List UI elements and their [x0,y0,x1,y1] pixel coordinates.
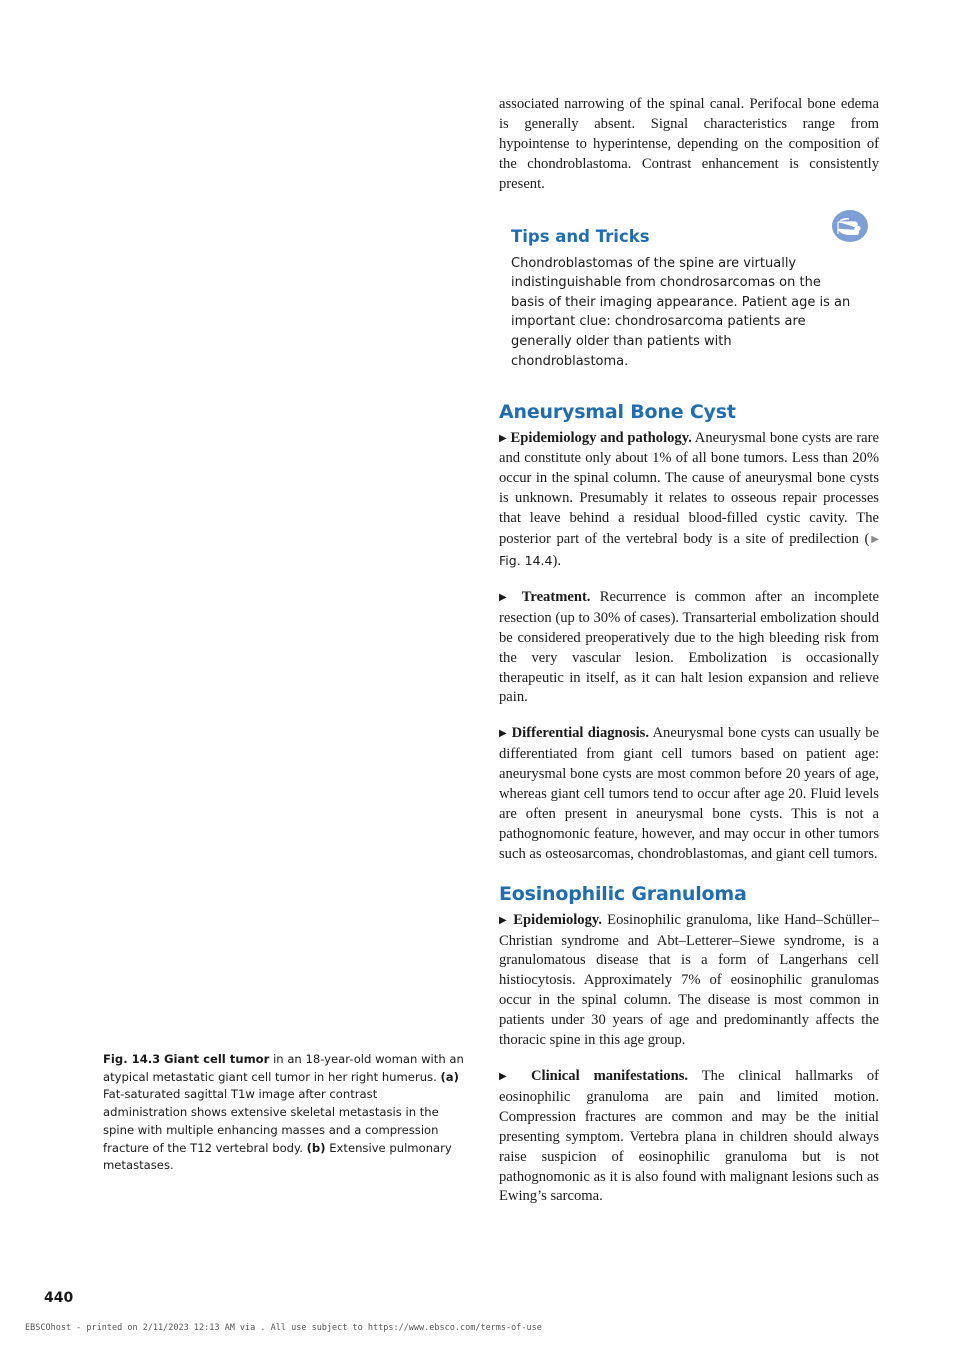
section-eosinophilic-granuloma [499,883,879,1208]
triangle-bullet-icon: ▶ [499,432,507,444]
triangle-bullet-icon: ▶ [499,1071,518,1082]
paragraph-treatment [499,588,879,708]
tips-title: Tips and Tricks [511,226,650,246]
paragraph-differential-diagnosis [499,724,879,864]
section-heading: Eosinophilic Granuloma [499,882,747,905]
caption-label: Fig. 14.3 [103,1052,161,1066]
tips-and-tricks-box [499,217,879,375]
figure-caption: Fig. 14.3 Giant cell tumor in an 18-year-old woman with an atypical metastatic giant cell tumor in her right humerus. (a) Fat-saturated sagittal T1w image after contrast administration shows extensive skeletal metastasis in the spine with multiple enhancing masses and a compression fracture of the T12 vertebral body. (b) Extensive pulmonary metastases. [103,1052,464,1173]
triangle-bullet-icon: ▶ [499,914,509,926]
paragraph-text: Aneurysmal bone cysts are rare and constitute only about 1% of all bone tumors. Less than 20% occur in the spinal column. The cause of aneurysmal bone cysts is unknown. Presumably it relates to osseous repair processes that leave behind a residual blood-filled cystic cavity. The posterior part of the vertebral body is a site of predilection ( [499,429,879,548]
run-in-heading: Differential diagnosis. [511,725,650,742]
intro-paragraph: associated narrowing of the spinal canal. Perifocal bone edema is generally absent. Signal characteristics range from hypointense to hyperintense, depending on the composition of the chondroblastoma. Contrast enhancement is consistently present. [499,96,879,192]
triangle-bullet-icon: ▶ [499,591,513,603]
section-aneurysmal-bone-cyst [499,401,879,865]
section-heading: Aneurysmal Bone Cyst [499,400,736,423]
triangle-bullet-icon: ▶ [499,728,508,740]
paragraph-text: Aneurysmal bone cysts can usually be differentiated from giant cell tumors based on patient age: aneurysmal bone cysts are most common before 20 years of age, whereas giant cell tumors tend to occur after age 20. Fluid levels are often present in aneurysmal bone cysts. This is not a pathognomonic feature, however, and may occur in other tumors such as osteosarcomas, chondroblastomas, and giant cell tumors. [499,725,879,862]
paragraph-epidemiology [499,911,879,1051]
run-in-heading: Epidemiology and pathology. [510,429,692,446]
caption-part-a: (a) [440,1069,459,1084]
paragraph-text: Recurrence is common after an incomplete resection (up to 30% of cases). Transarterial embolization should be considered preoperatively due to the high bleeding risk from the very vascular lesion. Embolization is occasionally therapeutic in itself, as it can halt lesion expansion and relieve pain. [499,588,879,706]
paragraph-text: Eosinophilic granuloma, like Hand–Schüller–Christian syndrome and Abt–Letterer–Siewe syndrome, is a granulomatous disease that is a form of Langerhans cell histiocytosis. Approximately 7% of eosinophilic granulomas occur in the spinal column. The disease is most common in patients under 30 years of age and predominantly affects the thoracic spine in this age group. [499,911,879,1049]
pointing-hand-icon [831,209,869,243]
paragraph-clinical-manifestations [499,1067,879,1207]
caption-part-b: (b) [306,1140,326,1155]
paragraph-epidemiology-pathology: ▶ Epidemiology and pathology. Aneurysmal bone cysts are rare and constitute only about 1% of all bone tumors. Less than 20% occur in the spinal column. The cause of aneurysmal bone cysts is unknown. Presumably it relates to osseous repair processes that leave behind a residual blood-filled cystic cavity. The posterior part of the vertebral body is a site of predilection (▶ Fig. 14.4). [499,429,879,569]
caption-title: Giant cell tumor [163,1052,270,1066]
footer-notice: EBSCOhost - printed on 2/11/2023 12:13 AM via . All use subject to https://www.ebsco.com/terms-of-use [25,1323,542,1333]
triangle-link-icon: ▶ [869,534,879,546]
paragraph-text: The clinical hallmarks of eosinophilic granuloma are pain and limited motion. Compression fractures are common and may be the initial presenting symptom. Vertebra plana in children should always raise suspicion of eosinophilic granuloma but is not pathognomonic as it is also found with malignant lesions such as Ewing’s sarcoma. [499,1068,879,1205]
run-in-heading: Treatment. [521,588,591,605]
run-in-heading: Epidemiology. [513,911,603,928]
page-number: 440 [44,1290,74,1306]
tips-body: Chondroblastomas of the spine are virtually indistinguishable from chondrosarcomas on the basis of their imaging appearance. Patient age is an important clue: chondrosarcoma patients are generally older than patients with chondroblastoma. [511,255,851,369]
main-text-column [499,95,879,1207]
figure-reference-link[interactable]: ▶ Fig. 14.4 [499,534,879,568]
run-in-heading: Clinical manifestations. [530,1068,689,1084]
